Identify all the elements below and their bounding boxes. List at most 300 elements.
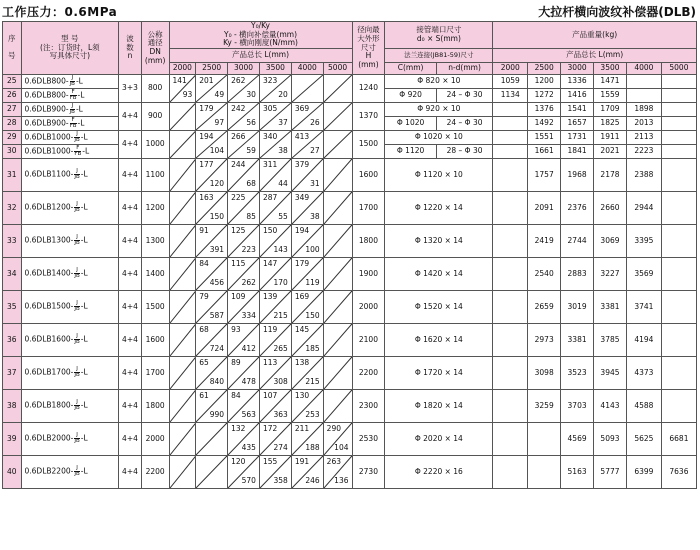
compensation-cell xyxy=(196,102,228,130)
weight-cell xyxy=(661,356,696,389)
lateral-stiffness: 570 xyxy=(241,476,256,486)
wlen-4000: 4000 xyxy=(626,62,661,74)
weight-cell: 3395 xyxy=(626,224,661,257)
nominal-diameter: 1700 xyxy=(141,356,169,389)
lateral-compensation: 194 xyxy=(199,131,214,141)
max-radial-size: 1240 xyxy=(352,74,385,102)
pipe-end-size: Φ 2020 × 14 xyxy=(385,422,493,455)
working-pressure-title: 工作压力：0.6MPa xyxy=(2,5,118,19)
nominal-diameter: 1200 xyxy=(141,191,169,224)
weight-cell: 5093 xyxy=(594,422,627,455)
table-row xyxy=(3,191,697,224)
nominal-diameter: 1600 xyxy=(141,323,169,356)
row-number: 30 xyxy=(3,144,22,158)
compensation-cell xyxy=(228,422,260,455)
lateral-compensation: 79 xyxy=(199,291,209,301)
lateral-stiffness: 188 xyxy=(305,443,320,453)
lateral-compensation: 139 xyxy=(262,291,278,301)
row-number: 29 xyxy=(3,130,22,144)
nominal-diameter: 2200 xyxy=(141,455,169,488)
compensation-cell xyxy=(259,356,291,389)
weight-cell: 2744 xyxy=(561,224,594,257)
lateral-compensation: 130 xyxy=(294,390,310,400)
cell-diagonal xyxy=(170,291,196,323)
lateral-stiffness: 85 xyxy=(246,212,256,222)
table-row xyxy=(3,224,697,257)
weight-cell: 4373 xyxy=(626,356,661,389)
max-radial-size: 1700 xyxy=(352,191,385,224)
flange-type-fraction xyxy=(70,118,77,129)
model-cell xyxy=(21,88,119,102)
flange-type-bottom: JB xyxy=(74,174,80,181)
row-number: 38 xyxy=(3,389,22,422)
weight-cell xyxy=(493,323,528,356)
nominal-diameter: 1100 xyxy=(141,158,169,191)
model-cell xyxy=(21,102,119,116)
weight-cell xyxy=(661,130,696,144)
weight-cell: 3069 xyxy=(594,224,627,257)
table-row xyxy=(3,389,697,422)
table-row xyxy=(3,130,697,144)
spec-table-body xyxy=(3,74,697,488)
weight-cell: 1492 xyxy=(528,116,561,130)
compensation-cell xyxy=(323,130,352,158)
weight-cell: 2091 xyxy=(528,191,561,224)
lateral-stiffness: 223 xyxy=(241,245,256,255)
compensation-cell xyxy=(259,224,291,257)
compensation-cell xyxy=(291,356,323,389)
lateral-stiffness: 37 xyxy=(278,118,288,128)
lateral-stiffness: 358 xyxy=(273,476,288,486)
weight-cell: 4569 xyxy=(561,422,594,455)
model-cell xyxy=(21,257,119,290)
weight-cell: 3019 xyxy=(561,290,594,323)
weight-cell: 3703 xyxy=(561,389,594,422)
model-suffix: -L xyxy=(80,235,88,245)
model-prefix: 0.6DLB1100- xyxy=(24,169,74,179)
lateral-stiffness: 435 xyxy=(241,443,256,453)
pipe-end-size: Φ 820 × 10 xyxy=(385,74,493,88)
compensation-cell xyxy=(259,422,291,455)
compensation-cell xyxy=(323,158,352,191)
pipe-nd-header: n-d(mm) xyxy=(436,62,493,74)
lateral-stiffness: 215 xyxy=(273,311,288,321)
flange-type-fraction xyxy=(74,268,79,279)
compensation-cell xyxy=(291,422,323,455)
pipe-end-size: Φ 1020 × 10 xyxy=(385,130,493,144)
flange-type-bottom: JB xyxy=(74,405,80,412)
compensation-cell xyxy=(259,323,291,356)
lateral-compensation: 305 xyxy=(262,103,278,113)
weight-cell: 3945 xyxy=(594,356,627,389)
flange-type-bottom: JB xyxy=(74,240,80,247)
weight-cell: 2388 xyxy=(626,158,661,191)
weight-cell xyxy=(493,144,528,158)
flange-type-top: J xyxy=(76,399,78,406)
compensation-cell xyxy=(291,257,323,290)
lateral-stiffness: 120 xyxy=(209,179,225,189)
weight-cell xyxy=(661,102,696,116)
model-suffix: -L xyxy=(82,146,90,156)
table-row xyxy=(3,323,697,356)
lateral-compensation: 89 xyxy=(231,357,241,367)
nominal-diameter: 1500 xyxy=(141,290,169,323)
lateral-compensation: 141 xyxy=(172,75,187,85)
flange-type-bottom: FB xyxy=(69,122,77,129)
lateral-compensation: 369 xyxy=(294,103,310,113)
model-cell xyxy=(21,74,119,88)
weight-cell: 1336 xyxy=(561,74,594,88)
compensation-cell xyxy=(259,257,291,290)
wlen-5000: 5000 xyxy=(661,62,696,74)
weight-cell: 2944 xyxy=(626,191,661,224)
wave-count: 4+4 xyxy=(119,130,142,158)
compensation-cell xyxy=(259,158,291,191)
lateral-compensation: 201 xyxy=(199,75,214,85)
flange-type-top: J xyxy=(71,102,74,109)
flange-type-fraction xyxy=(70,104,75,115)
weight-cell: 4194 xyxy=(626,323,661,356)
flange-type-fraction xyxy=(74,466,79,477)
cell-diagonal xyxy=(170,357,196,389)
lateral-stiffness: 104 xyxy=(334,443,349,453)
compensation-cell xyxy=(196,74,228,102)
cell-diagonal xyxy=(170,423,196,455)
weight-cell: 1471 xyxy=(594,74,627,88)
lateral-compensation: 119 xyxy=(262,324,278,334)
compensation-cell xyxy=(323,191,352,224)
compensation-cell xyxy=(228,158,260,191)
weight-cell: 1134 xyxy=(493,88,528,102)
weight-cell xyxy=(626,88,661,102)
weight-cell xyxy=(661,74,696,88)
flange-type-fraction xyxy=(74,400,79,411)
lateral-compensation: 84 xyxy=(231,390,241,400)
lateral-stiffness: 478 xyxy=(241,377,256,387)
cell-diagonal xyxy=(324,357,352,389)
compensation-cell xyxy=(291,323,323,356)
compensation-cell xyxy=(323,356,352,389)
weight-cell: 1898 xyxy=(626,102,661,116)
compensation-cell xyxy=(196,191,228,224)
lateral-compensation: 145 xyxy=(294,324,310,334)
nominal-diameter: 800 xyxy=(141,74,169,102)
model-suffix: -L xyxy=(80,433,88,443)
compensation-cell xyxy=(196,224,228,257)
lateral-stiffness: 31 xyxy=(310,179,320,189)
weight-cell xyxy=(661,224,696,257)
cell-diagonal xyxy=(324,131,352,158)
compensation-cell xyxy=(196,455,228,488)
compensation-cell xyxy=(169,130,196,158)
flange-type-bottom: JB xyxy=(74,207,80,214)
lateral-stiffness: 97 xyxy=(214,118,225,128)
flange-type-top: J xyxy=(76,234,78,241)
compensation-cell xyxy=(291,74,323,102)
lateral-stiffness: 100 xyxy=(305,245,320,255)
lateral-stiffness: 38 xyxy=(310,212,320,222)
lateral-compensation: 132 xyxy=(231,423,246,433)
model-suffix: -L xyxy=(75,104,83,114)
weight-cell: 1551 xyxy=(528,130,561,144)
weight-cell: 5625 xyxy=(626,422,661,455)
cell-diagonal xyxy=(324,324,352,356)
flange-type-top: J xyxy=(76,366,78,373)
wave-count: 4+4 xyxy=(119,102,142,130)
flange-type-fraction xyxy=(74,202,79,213)
model-suffix: -L xyxy=(80,268,88,278)
compensation-cell xyxy=(228,389,260,422)
flange-type-top: J xyxy=(76,130,78,137)
compensation-cell xyxy=(169,158,196,191)
col-h-header: 径向最 大外形 尺寸 H (mm) xyxy=(352,22,385,75)
row-number: 25 xyxy=(3,74,22,88)
compensation-cell xyxy=(259,290,291,323)
lateral-compensation: 147 xyxy=(262,258,278,268)
lateral-stiffness: 68 xyxy=(246,179,256,189)
compensation-cell xyxy=(169,74,196,102)
weight-cell: 2013 xyxy=(626,116,661,130)
lateral-stiffness: 563 xyxy=(241,410,256,420)
compensation-cell xyxy=(169,102,196,130)
lateral-stiffness: 185 xyxy=(305,344,320,354)
weight-cell: 2659 xyxy=(528,290,561,323)
weight-cell xyxy=(493,422,528,455)
lateral-compensation: 93 xyxy=(231,324,241,334)
model-suffix: -L xyxy=(80,301,88,311)
flange-type-top: J xyxy=(76,432,78,439)
wave-count: 3+3 xyxy=(119,74,142,102)
weight-cell: 1657 xyxy=(561,116,594,130)
lateral-compensation: 287 xyxy=(262,192,278,202)
row-number: 36 xyxy=(3,323,22,356)
model-cell xyxy=(21,116,119,130)
len-2000: 2000 xyxy=(169,62,196,74)
lateral-stiffness: 391 xyxy=(209,245,225,255)
flange-type-fraction xyxy=(74,301,79,312)
max-radial-size: 1900 xyxy=(352,257,385,290)
compensation-cell xyxy=(323,257,352,290)
weight-cell: 6399 xyxy=(626,455,661,488)
lateral-stiffness: 456 xyxy=(209,278,225,288)
model-suffix: -L xyxy=(80,367,88,377)
flange-type-top: J xyxy=(76,168,78,175)
compensation-cell xyxy=(196,323,228,356)
flange-type-top: F xyxy=(71,88,75,95)
weight-cell: 1825 xyxy=(594,116,627,130)
weight-cell: 2973 xyxy=(528,323,561,356)
flange-type-top: J xyxy=(76,300,78,307)
flange-type-fraction xyxy=(74,235,79,246)
lateral-stiffness: 170 xyxy=(273,278,288,288)
compensation-cell xyxy=(228,130,260,158)
wave-count: 4+4 xyxy=(119,323,142,356)
weight-cell: 3569 xyxy=(626,257,661,290)
weight-cell: 1541 xyxy=(561,102,594,116)
weight-cell: 2419 xyxy=(528,224,561,257)
compensation-cell xyxy=(323,323,352,356)
compensation-cell xyxy=(196,422,228,455)
max-radial-size: 2200 xyxy=(352,356,385,389)
flange-type-fraction xyxy=(74,367,79,378)
len-4000: 4000 xyxy=(291,62,323,74)
model-suffix: -L xyxy=(80,132,88,142)
flange-type-bottom: FB xyxy=(69,94,77,101)
lateral-compensation: 120 xyxy=(231,456,246,466)
cell-diagonal xyxy=(170,159,196,191)
nominal-diameter: 2000 xyxy=(141,422,169,455)
lateral-compensation: 68 xyxy=(199,324,209,334)
weight-cell xyxy=(493,389,528,422)
model-prefix: 0.6DLB1000- xyxy=(24,132,74,142)
compensation-cell xyxy=(228,455,260,488)
model-cell xyxy=(21,158,119,191)
weight-cell: 4143 xyxy=(594,389,627,422)
compensation-cell xyxy=(169,356,196,389)
compensation-cell xyxy=(228,356,260,389)
lateral-compensation: 225 xyxy=(231,192,246,202)
model-suffix: -L xyxy=(80,466,88,476)
wave-count: 4+4 xyxy=(119,422,142,455)
spec-table xyxy=(2,21,697,489)
model-cell xyxy=(21,191,119,224)
compensation-cell xyxy=(196,130,228,158)
flange-c: Φ 920 xyxy=(385,88,436,102)
table-row xyxy=(3,74,697,88)
lateral-stiffness: 38 xyxy=(278,146,288,156)
weight-cell: 1757 xyxy=(528,158,561,191)
flange-type-top: J xyxy=(76,333,78,340)
wave-count: 4+4 xyxy=(119,290,142,323)
cell-diagonal xyxy=(324,75,352,102)
lateral-compensation: 263 xyxy=(326,456,341,466)
weight-length-label: 产品总长 L(mm) xyxy=(493,48,697,62)
flange-type-bottom: JB xyxy=(69,108,75,115)
compensation-cell xyxy=(169,224,196,257)
col-weight-header: 产品重量(kg) xyxy=(493,22,697,49)
lateral-compensation: 290 xyxy=(326,423,341,433)
flange-type-fraction xyxy=(74,169,79,180)
lateral-stiffness: 215 xyxy=(305,377,320,387)
row-number: 37 xyxy=(3,356,22,389)
wave-count: 4+4 xyxy=(119,191,142,224)
compensation-cell xyxy=(323,102,352,130)
weight-cell: 1661 xyxy=(528,144,561,158)
lateral-stiffness: 143 xyxy=(273,245,288,255)
compensation-cell xyxy=(169,323,196,356)
nominal-diameter: 1000 xyxy=(141,130,169,158)
model-cell xyxy=(21,422,119,455)
compensation-cell xyxy=(196,158,228,191)
weight-cell: 4588 xyxy=(626,389,661,422)
lateral-stiffness: 587 xyxy=(209,311,225,321)
compensation-cell xyxy=(323,224,352,257)
lateral-compensation: 340 xyxy=(262,131,278,141)
lateral-stiffness: 26 xyxy=(310,118,320,128)
weight-cell xyxy=(661,323,696,356)
wlen-3500: 3500 xyxy=(594,62,627,74)
flange-type-bottom: JB xyxy=(74,136,80,143)
flange-c: Φ 1120 xyxy=(385,144,436,158)
lateral-stiffness: 20 xyxy=(278,90,288,100)
model-suffix: -L xyxy=(80,334,88,344)
lateral-compensation: 413 xyxy=(294,131,310,141)
wlen-2500: 2500 xyxy=(528,62,561,74)
table-row xyxy=(3,158,697,191)
wave-count: 4+4 xyxy=(119,389,142,422)
cell-diagonal xyxy=(170,456,196,488)
lateral-compensation: 84 xyxy=(199,258,209,268)
lateral-stiffness: 990 xyxy=(209,410,225,420)
col-dn-header: 公称 通径 DN (mm) xyxy=(141,22,169,75)
lateral-compensation: 349 xyxy=(294,192,310,202)
lateral-compensation: 266 xyxy=(231,131,246,141)
compensation-cell xyxy=(169,389,196,422)
weight-cell: 2660 xyxy=(594,191,627,224)
weight-cell: 1911 xyxy=(594,130,627,144)
compensation-cell xyxy=(196,389,228,422)
compensation-cell xyxy=(259,455,291,488)
compensation-cell xyxy=(291,224,323,257)
lateral-stiffness: 840 xyxy=(209,377,225,387)
lateral-compensation: 179 xyxy=(199,103,214,113)
compensation-cell xyxy=(196,257,228,290)
weight-cell: 2178 xyxy=(594,158,627,191)
model-cell xyxy=(21,224,119,257)
lateral-compensation: 61 xyxy=(199,390,209,400)
lateral-stiffness: 104 xyxy=(209,146,225,156)
flange-type-bottom: JB xyxy=(74,339,80,346)
max-radial-size: 2000 xyxy=(352,290,385,323)
compensation-cell xyxy=(259,191,291,224)
weight-cell: 3523 xyxy=(561,356,594,389)
compensation-cell xyxy=(228,290,260,323)
col-model-header: 型 号 (注：订货时，L须 写具体尺寸) xyxy=(21,22,119,75)
max-radial-size: 2100 xyxy=(352,323,385,356)
lateral-compensation: 107 xyxy=(262,390,278,400)
flange-type-top: J xyxy=(76,267,78,274)
cell-diagonal xyxy=(170,324,196,356)
compensation-cell xyxy=(228,257,260,290)
lateral-stiffness: 253 xyxy=(305,410,320,420)
col-pipe-header: 接管端口尺寸 d₀ × S(mm) xyxy=(385,22,493,49)
compensation-cell xyxy=(196,356,228,389)
max-radial-size: 1600 xyxy=(352,158,385,191)
model-prefix: 0.6DLB1300- xyxy=(24,235,74,245)
flange-type-bottom: JB xyxy=(74,438,80,445)
flange-type-bottom: JB xyxy=(74,471,80,478)
table-row xyxy=(3,455,697,488)
lateral-compensation: 150 xyxy=(262,225,278,235)
weight-cell xyxy=(661,144,696,158)
weight-cell: 5163 xyxy=(561,455,594,488)
flange-n-d: 24 – Φ 30 xyxy=(436,88,493,102)
nominal-diameter: 1800 xyxy=(141,389,169,422)
lateral-stiffness: 246 xyxy=(305,476,320,486)
pipe-end-size: Φ 1420 × 14 xyxy=(385,257,493,290)
compensation-cell xyxy=(169,455,196,488)
model-cell xyxy=(21,290,119,323)
lateral-stiffness: 44 xyxy=(278,179,288,189)
model-prefix: 0.6DLB1500- xyxy=(24,301,74,311)
lateral-stiffness: 150 xyxy=(305,311,320,321)
comp-length-label: 产品总长 L(mm) xyxy=(169,48,352,62)
weight-cell xyxy=(493,455,528,488)
weight-cell: 2021 xyxy=(594,144,627,158)
weight-cell: 1416 xyxy=(561,88,594,102)
weight-cell: 2113 xyxy=(626,130,661,144)
model-prefix: 0.6DLB2200- xyxy=(24,466,74,476)
